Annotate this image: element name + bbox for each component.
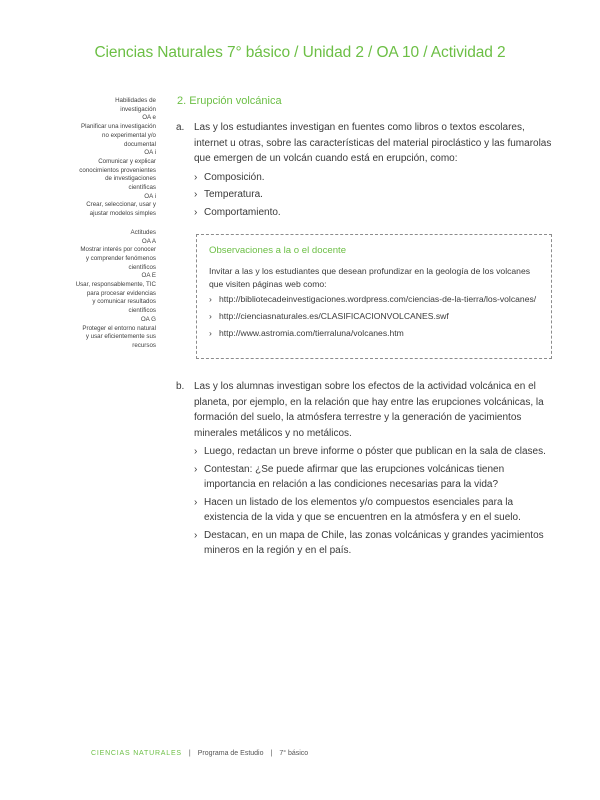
activity-text: Las y los estudiantes investigan en fuentes como libros o textos escolares, internet u otras, sobre las características del material piroclástico y las fumarolas que emergen de un volcán cuando está en erupción, como: — [194, 122, 552, 164]
list-item — [209, 293, 541, 306]
activity-letter: a. — [176, 122, 185, 133]
sidebar-line: ajustar modelos simples — [89, 210, 156, 218]
list-item — [194, 170, 556, 186]
footer-program: Programa de Estudio — [197, 750, 264, 757]
list-item-text: Destacan, en un mapa de Chile, las zonas volcánicas y grandes yacimientos mineros en la región y en el país. — [204, 529, 544, 556]
chevron-right-icon: › — [194, 463, 198, 475]
chevron-right-icon: › — [209, 311, 212, 321]
sidebar-line: Planificar una investigación — [81, 123, 156, 131]
footer-subject: CIENCIAS NATURALES — [91, 750, 182, 757]
list-item-text: Temperatura. — [204, 189, 263, 200]
list-item-text: Composición. — [204, 171, 265, 183]
sidebar-line: científicos — [128, 263, 156, 271]
chevron-right-icon: › — [194, 189, 198, 200]
sidebar-line: conocimientos provenientes — [79, 166, 156, 174]
list-item — [194, 444, 556, 460]
sidebar-line: Proteger el entorno natural — [82, 324, 156, 332]
sidebar-line: científicos — [128, 307, 156, 315]
sidebar-line: recursos — [132, 341, 156, 349]
chevron-right-icon: › — [209, 328, 212, 338]
sidebar-line: OA e — [142, 114, 156, 122]
sidebar-line: Habilidades de — [115, 97, 156, 104]
sidebar-line: Crear, seleccionar, usar y — [86, 201, 156, 209]
chevron-right-icon: › — [209, 294, 212, 304]
teacher-notes-text: Invitar a las y los estudiantes que desean profundizar en la geología de los volcanes que visiten páginas web como: — [209, 266, 531, 289]
footer-separator: | — [188, 750, 191, 757]
sidebar-line: Actitudes — [130, 228, 156, 236]
sidebar-line: OA i — [144, 192, 156, 200]
sidebar-line: OA E — [141, 272, 156, 280]
sidebar-line: y usar eficientemente sus — [85, 333, 156, 341]
list-item — [194, 187, 556, 203]
list-item — [194, 205, 556, 221]
list-item-text: Comportamiento. — [204, 206, 281, 218]
sidebar-gap — [60, 219, 156, 229]
activity-a — [176, 120, 556, 220]
link-text[interactable]: http://cienciasnaturales.es/CLASIFICACIONVOLCANES.swf — [219, 311, 449, 321]
sidebar-line: Usar, responsablemente, TIC — [75, 281, 156, 289]
sidebar-line: científicas — [128, 184, 156, 192]
sidebar-objectives — [60, 97, 156, 351]
activity-bullets — [194, 444, 556, 559]
footer-grade: 7° básico — [279, 750, 309, 757]
list-item — [209, 327, 541, 340]
sidebar-line: OA G — [140, 315, 156, 323]
teacher-notes-links — [209, 293, 541, 340]
list-item-text: Luego, redactan un breve informe o póster que publican en la sala de clases. — [204, 446, 546, 457]
sidebar-line: Mostrar interés por conocer — [80, 246, 156, 254]
list-item — [209, 310, 541, 323]
teacher-notes-title: Observaciones a la o el docente — [209, 245, 347, 256]
activity-b — [176, 379, 556, 559]
list-item — [194, 528, 556, 559]
teacher-notes-box — [196, 234, 552, 359]
page-title: Ciencias Naturales 7° básico / Unidad 2 / OA 10 / Actividad 2 — [94, 44, 506, 61]
activity-letter: b. — [176, 381, 185, 392]
activity-bullets — [194, 170, 556, 221]
link-text[interactable]: http://www.astromia.com/tierraluna/volcanes.htm — [219, 328, 404, 338]
footer-separator: | — [270, 750, 273, 757]
chevron-right-icon: › — [194, 206, 198, 218]
sidebar-line: OA i — [144, 149, 156, 157]
sidebar-line: para procesar evidencias — [86, 289, 156, 297]
link-text[interactable]: http://bibliotecadeinvestigaciones.wordpress.com/ciencias-de-la-tierra/los-volcanes/ — [219, 294, 537, 304]
page-footer — [91, 750, 308, 757]
main-content — [176, 95, 556, 561]
chevron-right-icon: › — [194, 496, 198, 508]
section-title: 2. Erupción volcánica — [177, 95, 282, 107]
chevron-right-icon: › — [194, 529, 198, 541]
chevron-right-icon: › — [194, 446, 198, 457]
sidebar-line: no experimental y/o — [102, 131, 156, 139]
sidebar-line: y comprender fenómenos — [85, 254, 156, 262]
list-item — [194, 495, 556, 526]
sidebar-line: Comunicar y explicar — [98, 157, 156, 165]
sidebar-line: documental — [124, 140, 156, 148]
sidebar-line: OA A — [141, 237, 156, 245]
list-item-text: Hacen un listado de los elementos y/o compuestos esenciales para la existencia de la vida y que se encuentren en la atmósfera y en el suelo. — [204, 496, 521, 523]
list-item — [194, 462, 556, 493]
sidebar-line: de investigaciones — [105, 175, 156, 183]
sidebar-line: investigación — [120, 105, 156, 113]
activity-text: Las y los alumnas investigan sobre los efectos de la actividad volcánica en el planeta, por ejemplo, en la relación que hay entre las erupciones volcánicas, la formación del suelo, la atmósfera terrestre y la generación de yacimientos minerales metálicos y no metálicos. — [194, 381, 544, 439]
sidebar-line: y comunicar resultados — [92, 298, 156, 306]
list-item-text: Contestan: ¿Se puede afirmar que las erupciones volcánicas tienen importancia en relación a las condiciones necesarias para la vida? — [204, 463, 505, 490]
chevron-right-icon: › — [194, 171, 198, 183]
